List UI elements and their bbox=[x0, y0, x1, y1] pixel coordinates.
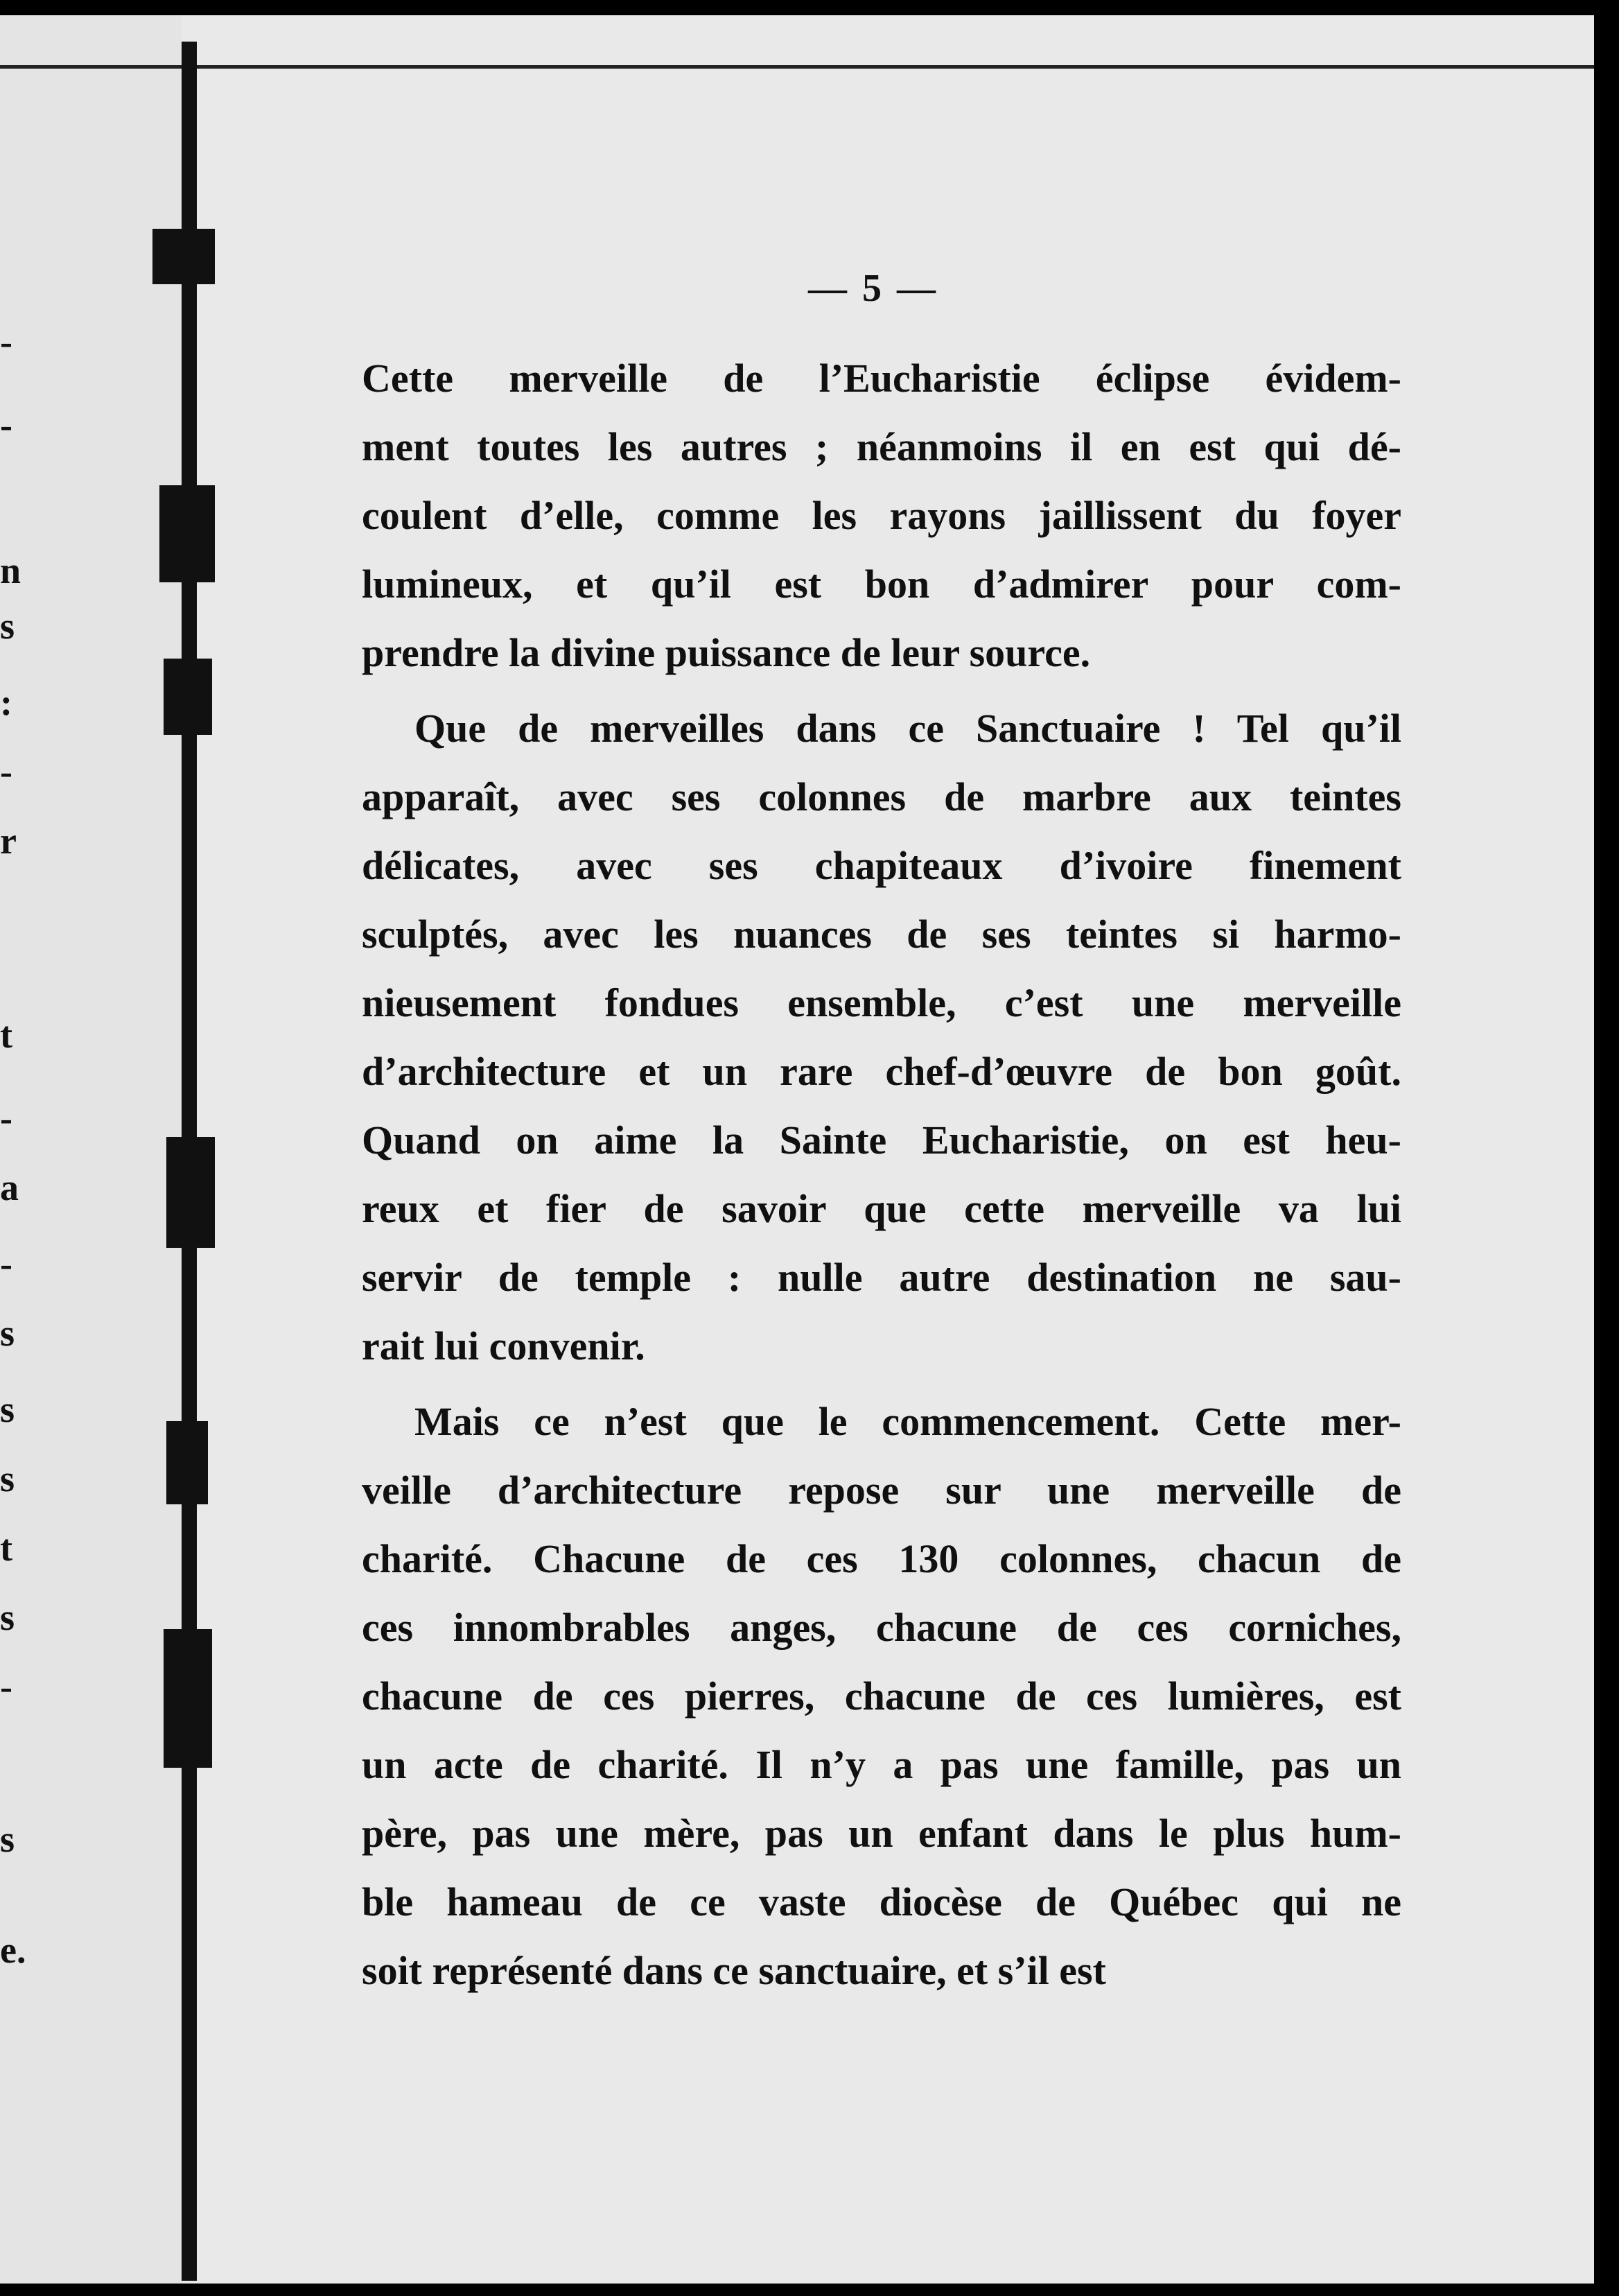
text-line: un acte de charité. Il n’y a pas une famille, pas un bbox=[362, 1742, 1401, 1787]
scanned-page bbox=[0, 15, 1594, 2284]
margin-fragment: r bbox=[0, 820, 17, 862]
margin-fragment: a bbox=[0, 1167, 19, 1208]
body-text bbox=[362, 344, 1401, 2005]
margin-fragment: - bbox=[0, 321, 12, 363]
text-line: Mais ce n’est que le commencement. Cette mer- bbox=[414, 1399, 1401, 1444]
margin-fragment: s bbox=[0, 1312, 15, 1354]
margin-fragment: : bbox=[0, 681, 12, 723]
text-line: délicates, avec ses chapiteaux d’ivoire finement bbox=[362, 843, 1401, 888]
text-line: coulent d’elle, comme les rayons jaillissent du foyer bbox=[362, 493, 1401, 538]
text-line: prendre la divine puissance de leur source. bbox=[362, 630, 1091, 675]
scan-border bbox=[1594, 0, 1619, 2296]
binding-tear bbox=[159, 485, 215, 582]
margin-fragment: t bbox=[0, 1527, 12, 1569]
margin-fragment: s bbox=[0, 1389, 15, 1430]
paragraph bbox=[362, 1387, 1401, 2005]
text-line: rait lui convenir. bbox=[362, 1323, 645, 1368]
text-line: nieusement fondues ensemble, c’est une merveille bbox=[362, 980, 1401, 1025]
binding-tear bbox=[166, 1137, 215, 1248]
margin-fragment: s bbox=[0, 1597, 15, 1638]
text-line: Que de merveilles dans ce Sanctuaire ! Tel qu’il bbox=[414, 706, 1401, 751]
text-line: charité. Chacune de ces 130 colonnes, chacun de bbox=[362, 1536, 1401, 1581]
text-line: d’architecture et un rare chef-d’œuvre de bon goût. bbox=[362, 1049, 1401, 1094]
text-line: apparaît, avec ses colonnes de marbre aux teintes bbox=[362, 774, 1401, 819]
binding-tear bbox=[152, 229, 215, 284]
margin-fragment: - bbox=[0, 1243, 12, 1285]
text-line: ble hameau de ce vaste diocèse de Québec qui ne bbox=[362, 1879, 1401, 1924]
paragraph-gap bbox=[362, 1380, 1401, 1387]
text-line: Quand on aime la Sainte Eucharistie, on est heu- bbox=[362, 1117, 1401, 1163]
binding-tear bbox=[164, 659, 212, 735]
text-line: Cette merveille de l’Eucharistie éclipse évidem- bbox=[362, 356, 1401, 401]
text-line: père, pas une mère, pas un enfant dans le plus hum- bbox=[362, 1811, 1401, 1856]
text-line: reux et fier de savoir que cette merveille va lui bbox=[362, 1186, 1401, 1231]
text-line: lumineux, et qu’il est bon d’admirer pour com- bbox=[362, 562, 1401, 607]
facing-page-margin bbox=[0, 15, 182, 2284]
margin-fragment: e. bbox=[0, 1929, 26, 1971]
text-line: ces innombrables anges, chacune de ces corniches, bbox=[362, 1605, 1401, 1650]
margin-fragment: - bbox=[0, 1097, 12, 1139]
binding-tear bbox=[164, 1629, 212, 1768]
margin-fragment: n bbox=[0, 550, 21, 591]
binding-tear bbox=[166, 1421, 208, 1504]
text-line: sculptés, avec les nuances de ses teintes si harmo- bbox=[362, 912, 1401, 957]
paragraph bbox=[362, 694, 1401, 1380]
margin-fragment: s bbox=[0, 1818, 15, 1860]
text-line: veille d’architecture repose sur une merveille de bbox=[362, 1468, 1401, 1513]
text-line: ment toutes les autres ; néanmoins il en est qui dé- bbox=[362, 424, 1401, 469]
margin-fragment: s bbox=[0, 605, 15, 647]
margin-fragment: - bbox=[0, 1666, 12, 1707]
margin-fragment: t bbox=[0, 1014, 12, 1056]
text-line: chacune de ces pierres, chacune de ces lumières, est bbox=[362, 1673, 1401, 1719]
page-top-edge bbox=[0, 65, 1594, 69]
paragraph bbox=[362, 344, 1401, 687]
margin-fragment: - bbox=[0, 751, 12, 792]
margin-fragment: s bbox=[0, 1458, 15, 1499]
text-line: servir de temple : nulle autre destination ne sau- bbox=[362, 1255, 1401, 1300]
text-line: soit représenté dans ce sanctuaire, et s’il est bbox=[362, 1948, 1106, 1993]
page-number: — 5 — bbox=[808, 267, 938, 310]
paragraph-gap bbox=[362, 687, 1401, 694]
margin-fragment: - bbox=[0, 404, 12, 446]
